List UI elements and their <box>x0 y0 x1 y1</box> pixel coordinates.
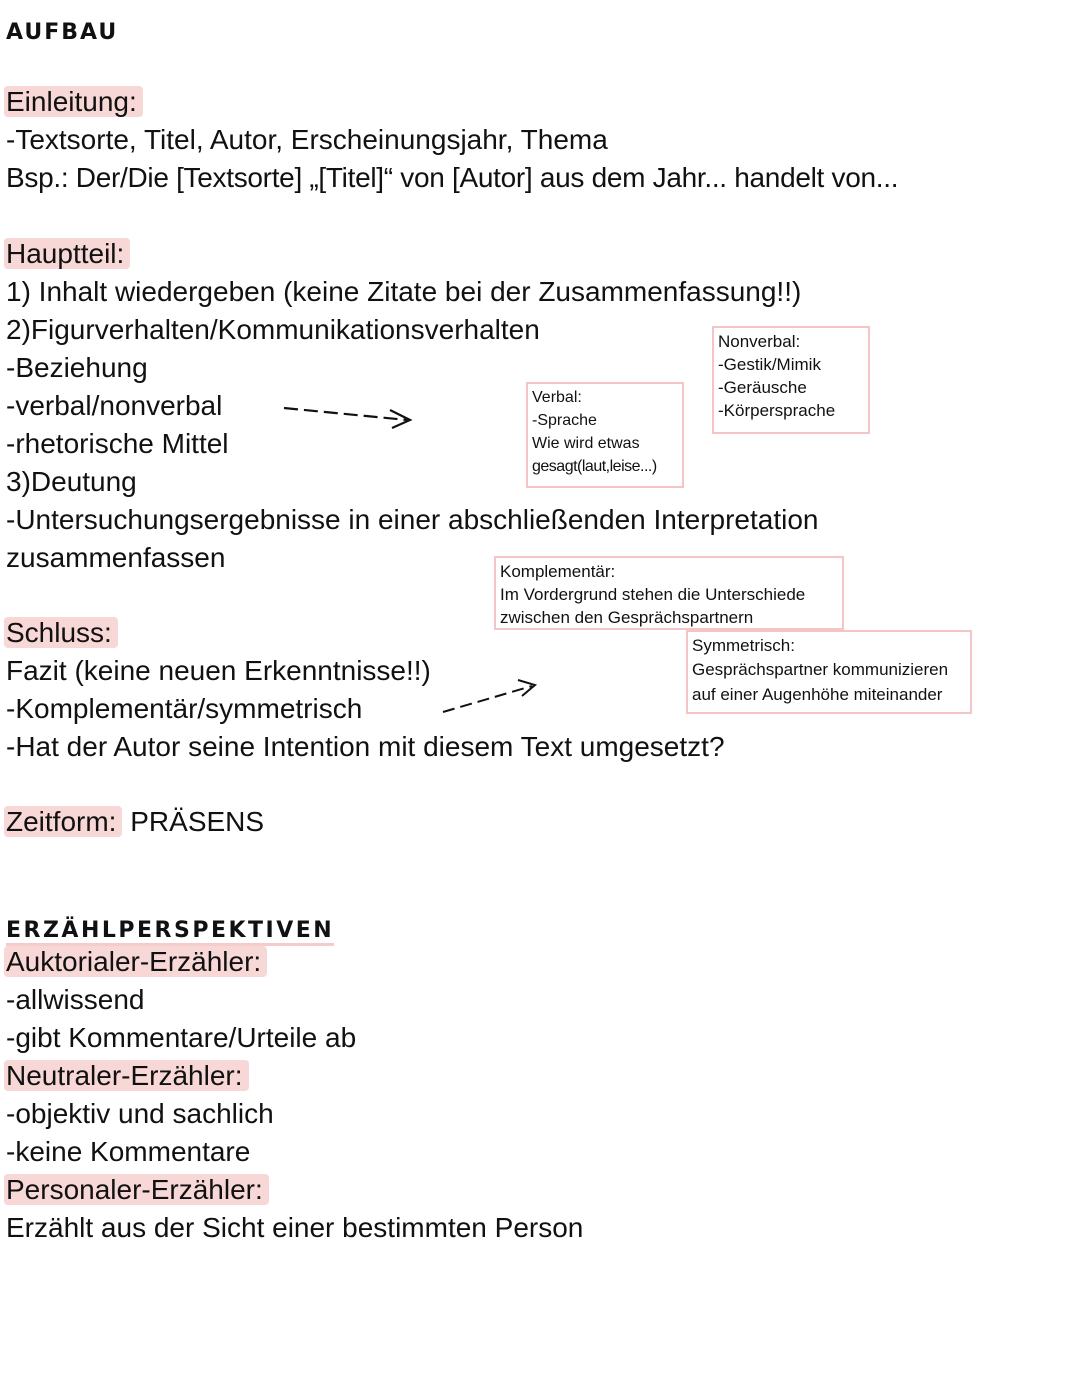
box-line: Nonverbal: <box>718 332 801 351</box>
einleitung-line: -Textsorte, Titel, Autor, Erscheinungsjahr, Thema <box>6 124 608 155</box>
nonverbal-box <box>712 326 870 434</box>
symmetrisch-box <box>686 630 972 714</box>
box-line: Gesprächspartner kommunizieren <box>692 660 949 679</box>
box-line: -Sprache <box>532 412 597 429</box>
auktorial-line: -gibt Kommentare/Urteile ab <box>6 1022 357 1053</box>
box-line: -Gestik/Mimik <box>718 355 821 374</box>
schluss-line: Fazit (keine neuen Erkenntnisse!!) <box>6 655 431 686</box>
box-line: Im Vordergrund stehen die Unterschiede <box>500 585 806 604</box>
hauptteil-line: 1) Inhalt wiedergeben (keine Zitate bei der Zusammenfassung!!) <box>6 276 802 307</box>
einleitung-label: Einleitung: <box>6 83 143 121</box>
box-line: -Körpersprache <box>718 401 836 420</box>
aufbau-heading: AUFBAU <box>6 20 119 45</box>
hauptteil-label: Hauptteil: <box>6 235 130 273</box>
box-line: -Geräusche <box>718 378 807 397</box>
box-line: zwischen den Gesprächspartnern <box>500 608 754 627</box>
arrow-icon <box>440 676 540 716</box>
zeitform-value: PRÄSENS <box>122 806 265 837</box>
komplementaer-box <box>494 556 844 630</box>
box-line: Verbal: <box>532 389 582 406</box>
hauptteil-line: 3)Deutung <box>6 466 137 497</box>
personal-line: Erzählt aus der Sicht einer bestimmten Person <box>6 1212 584 1243</box>
zeitform-line <box>6 803 264 841</box>
box-line: Symmetrisch: <box>692 636 795 655</box>
neutral-label: Neutraler-Erzähler: <box>6 1057 249 1095</box>
zeitform-label: Zeitform: <box>4 806 122 837</box>
box-line: auf einer Augenhöhe miteinander <box>692 685 943 704</box>
box-line: gesagt(laut,leise...) <box>532 458 657 475</box>
hauptteil-line: 2)Figurverhalten/Kommunikationsverhalten <box>6 314 540 345</box>
personal-label: Personaler-Erzähler: <box>6 1171 269 1209</box>
arrow-icon <box>282 398 422 432</box>
schluss-line: -Hat der Autor seine Intention mit diesem Text umgesetzt? <box>6 731 725 762</box>
auktorial-label: Auktorialer-Erzähler: <box>6 943 267 981</box>
einleitung-example: Bsp.: Der/Die [Textsorte] „[Titel]“ von [Autor] aus dem Jahr... handelt von... <box>6 162 899 193</box>
hauptteil-line: -rhetorische Mittel <box>6 428 229 459</box>
schluss-label: Schluss: <box>6 614 118 652</box>
box-line: Wie wird etwas <box>532 435 640 452</box>
hauptteil-line: -verbal/nonverbal <box>6 390 223 421</box>
neutral-line: -objektiv und sachlich <box>6 1098 274 1129</box>
verbal-box <box>526 382 684 488</box>
hauptteil-line: -Untersuchungsergebnisse in einer abschließenden Interpretation <box>6 504 819 535</box>
neutral-line: -keine Kommentare <box>6 1136 251 1167</box>
erzaehlperspektiven-heading: ERZÄHLPERSPEKTIVEN <box>6 918 334 946</box>
schluss-line: -Komplementär/symmetrisch <box>6 693 363 724</box>
hauptteil-line: zusammenfassen <box>6 542 226 573</box>
auktorial-line: -allwissend <box>6 984 145 1015</box>
box-line: Komplementär: <box>500 562 616 581</box>
hauptteil-line: -Beziehung <box>6 352 148 383</box>
